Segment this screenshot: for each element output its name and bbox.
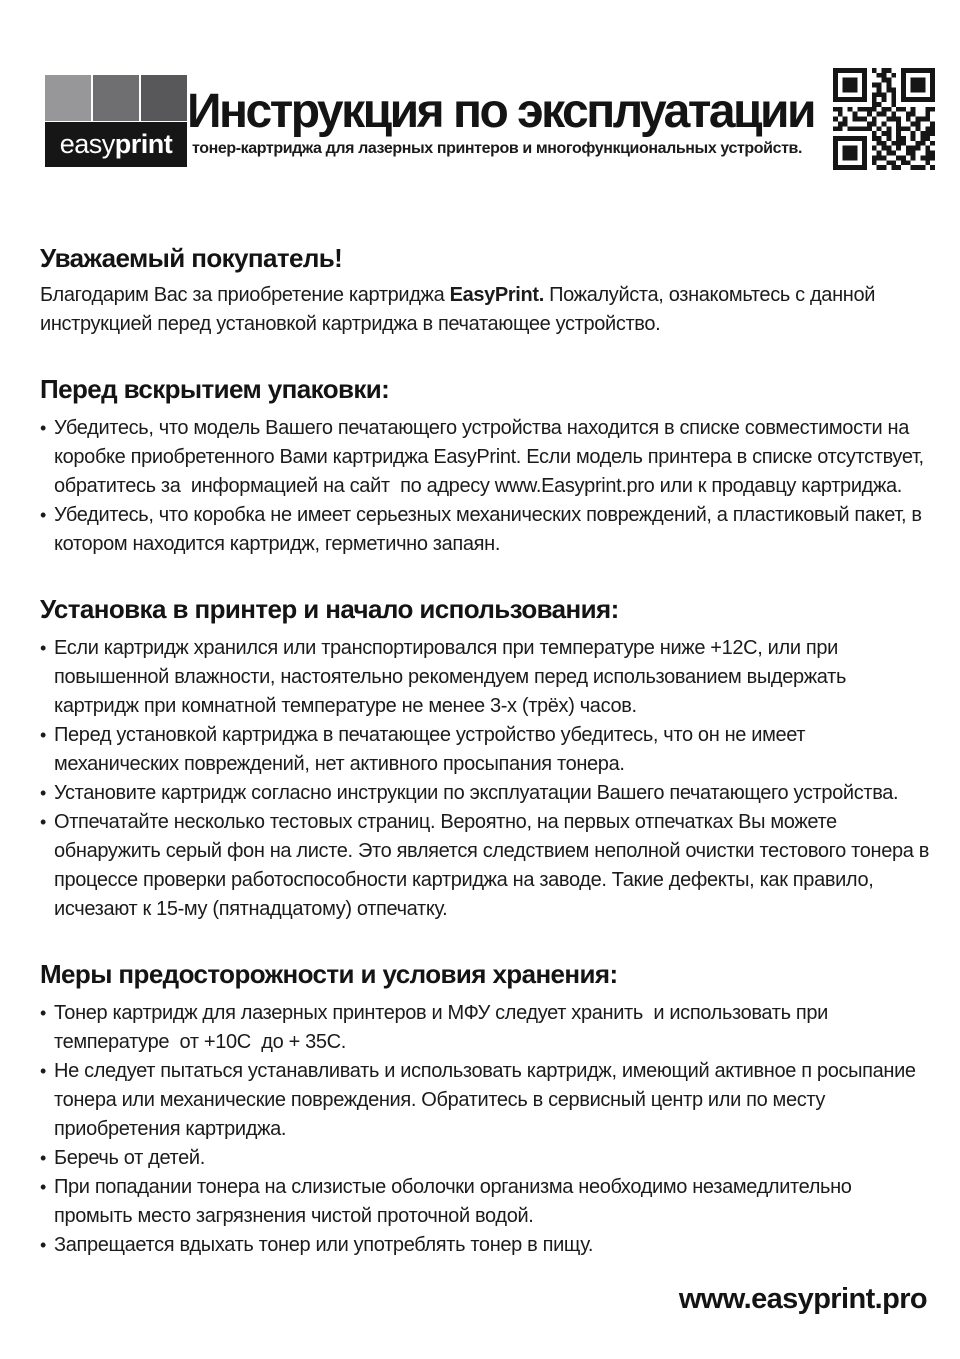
greeting-text-before: Благодарим Вас за приобретение картриджа (40, 284, 450, 306)
logo-text-print: print (114, 129, 173, 159)
page-subtitle: тонер-картриджа для лазерных принтеров и многофункциональных устройств. (191, 140, 802, 157)
section-heading: Меры предосторожности и условия хранения: (40, 959, 618, 989)
bullet-item: • Убедитесь, что модель Вашего печатающего устройства находится в списке совместимости на коробке приобретенного Вами картриджа EasyPrint. Если модель принтера в списке отсутствует, обратитесь за информацией на сайт по адресу www.Easyprint.pro или к продавцу картриджа. (40, 414, 930, 501)
section-heading: Перед вскрытием упаковки: (40, 374, 390, 404)
bullet-item: • Не следует пытаться устанавливать и использовать картридж, имеющий активное п росыпание тонера или механические повреждения. Обратитесь в сервисный центр или по месту приобретения картриджа. (40, 1057, 930, 1144)
logo-square-medium (93, 75, 139, 121)
greeting-brand-bold: EasyPrint. (449, 284, 544, 306)
bullet-item: • При попадании тонера на слизистые оболочки организма необходимо незамедлительно промыть место загрязнения чистой проточной водой. (40, 1173, 930, 1231)
footer-website-url: www.easyprint.pro (678, 1283, 927, 1315)
page-title: Инструкция по эксплуатации (187, 85, 815, 138)
section-heading: Установка в принтер и начало использования: (40, 594, 619, 624)
bullet-item: • Отпечатайте несколько тестовых страниц. Вероятно, на первых отпечатках Вы можете обнаружить серый фон на листе. Это является следствием неполной очистки тестового тонера в процессе проверки работоспособности картриджа на заводе. Такие дефекты, как правило, исчезают к 15-му (пятнадцатому) отпечатку. (40, 808, 930, 924)
document-body (40, 243, 935, 1260)
logo-square-dark (141, 75, 187, 121)
greeting-heading: Уважаемый покупатель! (40, 243, 343, 273)
logo-color-squares (45, 75, 187, 121)
section-bullet-list (40, 634, 935, 924)
greeting-paragraph (40, 281, 930, 339)
bullet-item: • Беречь от детей. (40, 1144, 930, 1173)
greeting-text-after: Пожалуйста, ознакомьтесь с данной инструкцией перед установкой картриджа в печатающее устройство. (40, 284, 881, 335)
easyprint-logo (45, 75, 187, 168)
bullet-item: • Тонер картридж для лазерных принтеров и МФУ следует хранить и использовать при температуре от +10С до + 35С. (40, 999, 930, 1057)
sections-container (40, 374, 935, 1260)
qr-code-icon (833, 68, 935, 170)
header-title-block (187, 85, 815, 158)
logo-square-light (45, 75, 91, 121)
bullet-item: • Запрещается вдыхать тонер или употреблять тонер в пищу. (40, 1231, 930, 1260)
bullet-item: • Установите картридж согласно инструкции по эксплуатации Вашего печатающего устройства. (40, 779, 930, 808)
bullet-item: • Перед установкой картриджа в печатающее устройство убедитесь, что он не имеет механических повреждений, нет активного просыпания тонера. (40, 721, 930, 779)
section-bullet-list (40, 414, 930, 559)
section (40, 959, 930, 1260)
logo-text-easy: easy (59, 129, 115, 159)
section (40, 594, 935, 924)
bullet-item: • Если картридж хранился или транспортировался при температуре ниже +12С, или при повышенной влажности, настоятельно рекомендуем перед использованием выдержать картридж при комнатной температуре не менее 3-х (трёх) часов. (40, 634, 930, 721)
bullet-item: • Убедитесь, что коробка не имеет серьезных механических повреждений, а пластиковый пакет, в котором находится картридж, герметично запаян. (40, 501, 930, 559)
logo-wordmark (45, 122, 187, 167)
section-bullet-list (40, 999, 930, 1260)
section (40, 374, 930, 559)
greeting-section (40, 243, 930, 339)
